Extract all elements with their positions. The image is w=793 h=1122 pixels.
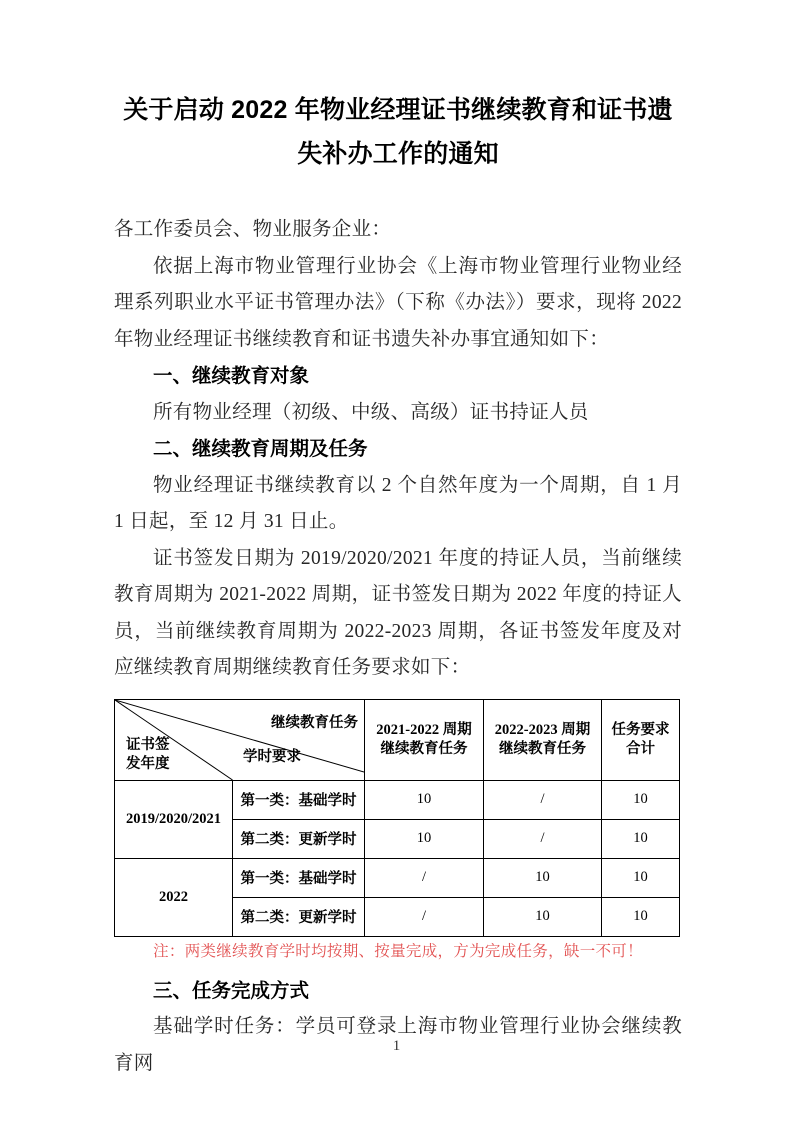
category-cell: 第二类：更新学时 (233, 819, 365, 858)
salutation-paragraph: 各工作委员会、物业服务企业： (114, 219, 392, 240)
value-cell-2021-2022: / (365, 858, 484, 897)
corner-header-top-right-label: 继续教育任务 (271, 714, 358, 731)
column-header-total (602, 699, 680, 780)
column-header-total-line2: 合计 (626, 740, 655, 757)
section-2-paragraph-2: 证书签发日期为 2019/2020/2021 年度的持证人员，当前继续教育周期为 2021-2022 周期，证书签发日期为 2022 年度的持证人员，当前继续教育周期为 2022-2023 周期，各证书签发年度及对应继续教育周期继续教育任务要求如下： (114, 547, 682, 678)
section-1-text: 所有物业经理（初级、中级、高级）证书持证人员 (153, 401, 589, 423)
value-cell-total: 10 (602, 897, 680, 936)
column-header-2022-2023-line1: 2022-2023 周期 (494, 721, 591, 738)
value-cell-2022-2023: 10 (484, 858, 602, 897)
section-2-paragraph-1: 物业经理证书继续教育以 2 个自然年度为一个周期，自 1 月 1 日起，至 12 月 31 日止。 (114, 474, 682, 532)
category-cell: 第二类：更新学时 (233, 897, 365, 936)
column-header-2021-2022 (365, 699, 484, 780)
section-heading-3: 三、任务完成方式 (153, 979, 310, 1002)
value-cell-2022-2023: 10 (484, 897, 602, 936)
document-content (114, 88, 682, 1082)
value-cell-total: 10 (602, 780, 680, 819)
year-group-label-2022: 2022 (115, 858, 233, 936)
year-group-label-2019-2021: 2019/2020/2021 (115, 780, 233, 858)
column-header-total-line1: 任务要求 (611, 721, 670, 738)
corner-header-bottom-left-line2: 发年度 (126, 755, 170, 772)
corner-header-middle-label: 学时要求 (243, 748, 301, 765)
section-3-text: 基础学时任务：学员可登录上海市物业管理行业协会继续教育网 (114, 1016, 682, 1074)
page-number: 1 (392, 1038, 401, 1054)
table-row (115, 858, 680, 897)
column-header-2022-2023-line2: 继续教育任务 (499, 740, 586, 757)
table-header-row (115, 699, 680, 780)
value-cell-2021-2022: 10 (365, 819, 484, 858)
section-heading-2: 二、继续教育周期及任务 (153, 438, 368, 460)
value-cell-2022-2023: / (484, 780, 602, 819)
value-cell-total: 10 (602, 858, 680, 897)
category-cell: 第一类：基础学时 (233, 858, 365, 897)
education-task-table-wrapper (114, 699, 679, 937)
table-note: 注：两类继续教育学时均按期、按量完成，方为完成任务，缺一不可！ (153, 942, 643, 960)
value-cell-total: 10 (602, 819, 680, 858)
intro-paragraph: 依据上海市物业管理行业协会《上海市物业管理行业物业经理系列职业水平证书管理办法》（下称《办法》）要求，现将 2022 年物业经理证书继续教育和证书遗失补办事宜通知如下： (114, 255, 682, 350)
column-header-2022-2023 (484, 699, 602, 780)
table-row (115, 780, 680, 819)
section-heading-1: 一、继续教育对象 (153, 365, 310, 387)
column-header-2021-2022-line2: 继续教育任务 (380, 740, 468, 757)
column-header-2021-2022-line1: 2021-2022 周期 (376, 721, 472, 738)
page-title: 关于启动 2022 年物业经理证书继续教育和证书遗失补办工作的通知 (123, 96, 673, 168)
education-task-table (114, 699, 680, 937)
value-cell-2021-2022: 10 (365, 780, 484, 819)
corner-header-bottom-left-line1: 证书签 (126, 736, 170, 753)
value-cell-2022-2023: / (484, 819, 602, 858)
category-cell: 第一类：基础学时 (233, 780, 365, 819)
table-corner-header-cell (115, 699, 365, 780)
corner-header-bottom-left-label (126, 736, 170, 774)
value-cell-2021-2022: / (365, 897, 484, 936)
